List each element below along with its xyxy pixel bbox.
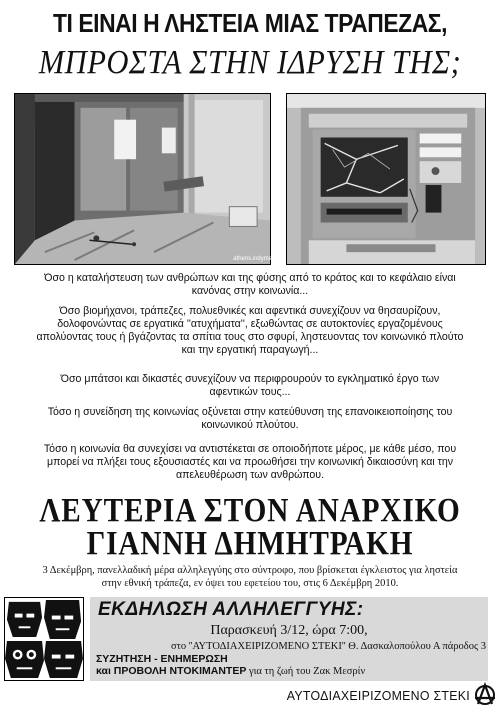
event-talk: ΣΥΖΗΤΗΣΗ - ΕΝΗΜΕΡΩΣΗ (96, 653, 228, 665)
event-film-rest: για τη ζωή του Ζακ Μεσρίν (246, 666, 366, 677)
event-date: Παρασκευή 3/12, ώρα 7:00, (210, 623, 368, 638)
paragraph-2: Όσο βιομήχανοι, τράπεζες, πολυεθνικές και αφεντικά συνεχίζουν να θησαυρίζουν, δολοφονώντας σε εργατικά ''ατυχήματα'', εξωθώντας σε αυτοκτονίες εργαζομένους απολύοντας τους ή βγάζοντας τα σπίτια τους στο σφυρί, ληστευοντας τον κοινωνικό πλούτο και την εργατική παραγωγή... (36, 305, 464, 356)
event-title: ΕΚΔΗΛΩΣΗ ΑΛΛΗΛΕΓΓΥΗΣ: (98, 599, 364, 620)
bank-storefront-image (15, 94, 280, 264)
faces-stencil-image (4, 597, 84, 681)
freedom-headline-line-2: ΓΙΑΝΝΗ ΔΗΜΗΤΡΑΚΗ (86, 525, 414, 562)
atm-photo (286, 93, 486, 265)
paragraph-5: Τόσο η κοινωνία θα συνεχίσει να αντιστέκεται σε οποιοδήποτε μέρος, με κάθε μέσο, που μπορεί να πλήξει τους εξουσιαστές και να προωθήσει την κοινωνική δικαιοσύνη και την απελευθέρωση των ανθρώπου. (43, 443, 457, 481)
atm-image (287, 94, 485, 264)
title-line-1: ΤΙ ΕΙΝΑΙ Η ΛΗΣΤΕΙΑ ΜΙΑΣ ΤΡΑΠΕΖΑΣ, (52, 8, 448, 38)
paragraph-4: Τόσο η συνείδηση της κοινωνίας οξύνεται στην κατεύθυνση της επανοικειοποίησης του κοινωνικού πλούτου. (47, 406, 453, 431)
solidarity-notice: 3 Δεκέμβρη, πανελλαδική μέρα αλληλεγγύης στο σύντροφο, που βρίσκεται έγκλειστος για ληστεία στην εθνική τράπεζα, εν όψει του εφετείου του, στις 6 Δεκέμβρη 2010. (42, 564, 458, 589)
event-film-bold: και ΠΡΟΒΟΛΗ ΝΤΟΚΙΜΑΝΤΕΡ (96, 665, 247, 677)
organizer-name: ΑΥΤΟΔΙΑΧΕΙΡΙΖΟΜΕΝΟ ΣΤΕΚΙ (286, 688, 470, 703)
paragraph-1: Όσο η καταλήστευση των ανθρώπων και της φύσης από το κράτος και το κεφάλαιο είναι κανόνας στην κοινωνία... (44, 272, 456, 297)
title-line-2: ΜΠΡΟΣΤΑ ΣΤΗΝ ΙΔΡΥΣΗ ΤΗΣ; (38, 44, 462, 81)
event-film (96, 665, 486, 677)
faces-stencil-art (5, 598, 83, 680)
event-box (90, 597, 488, 681)
bank-storefront-photo (14, 93, 280, 265)
paragraph-3: Όσο μπάτσοι και δικαστές συνεχίζουν να περιφρουρούν το εγκληματικό έργο των αφεντικών τους... (60, 373, 440, 398)
freedom-headline-line-1: ΛΕΥΤΕΡΙΑ ΣΤΟΝ ΑΝΑΡΧΙΚΟ (39, 492, 461, 529)
photo-watermark: athens.indymedia (233, 256, 280, 263)
circle-a-icon (474, 684, 496, 706)
event-venue: στο ''ΑΥΤΟΔΙΑΧΕΙΡΙΖΟΜΕΝΟ ΣΤΕΚΙ'' Θ. Δασκαλοπούλου Α πάροδος 3 (171, 641, 486, 652)
